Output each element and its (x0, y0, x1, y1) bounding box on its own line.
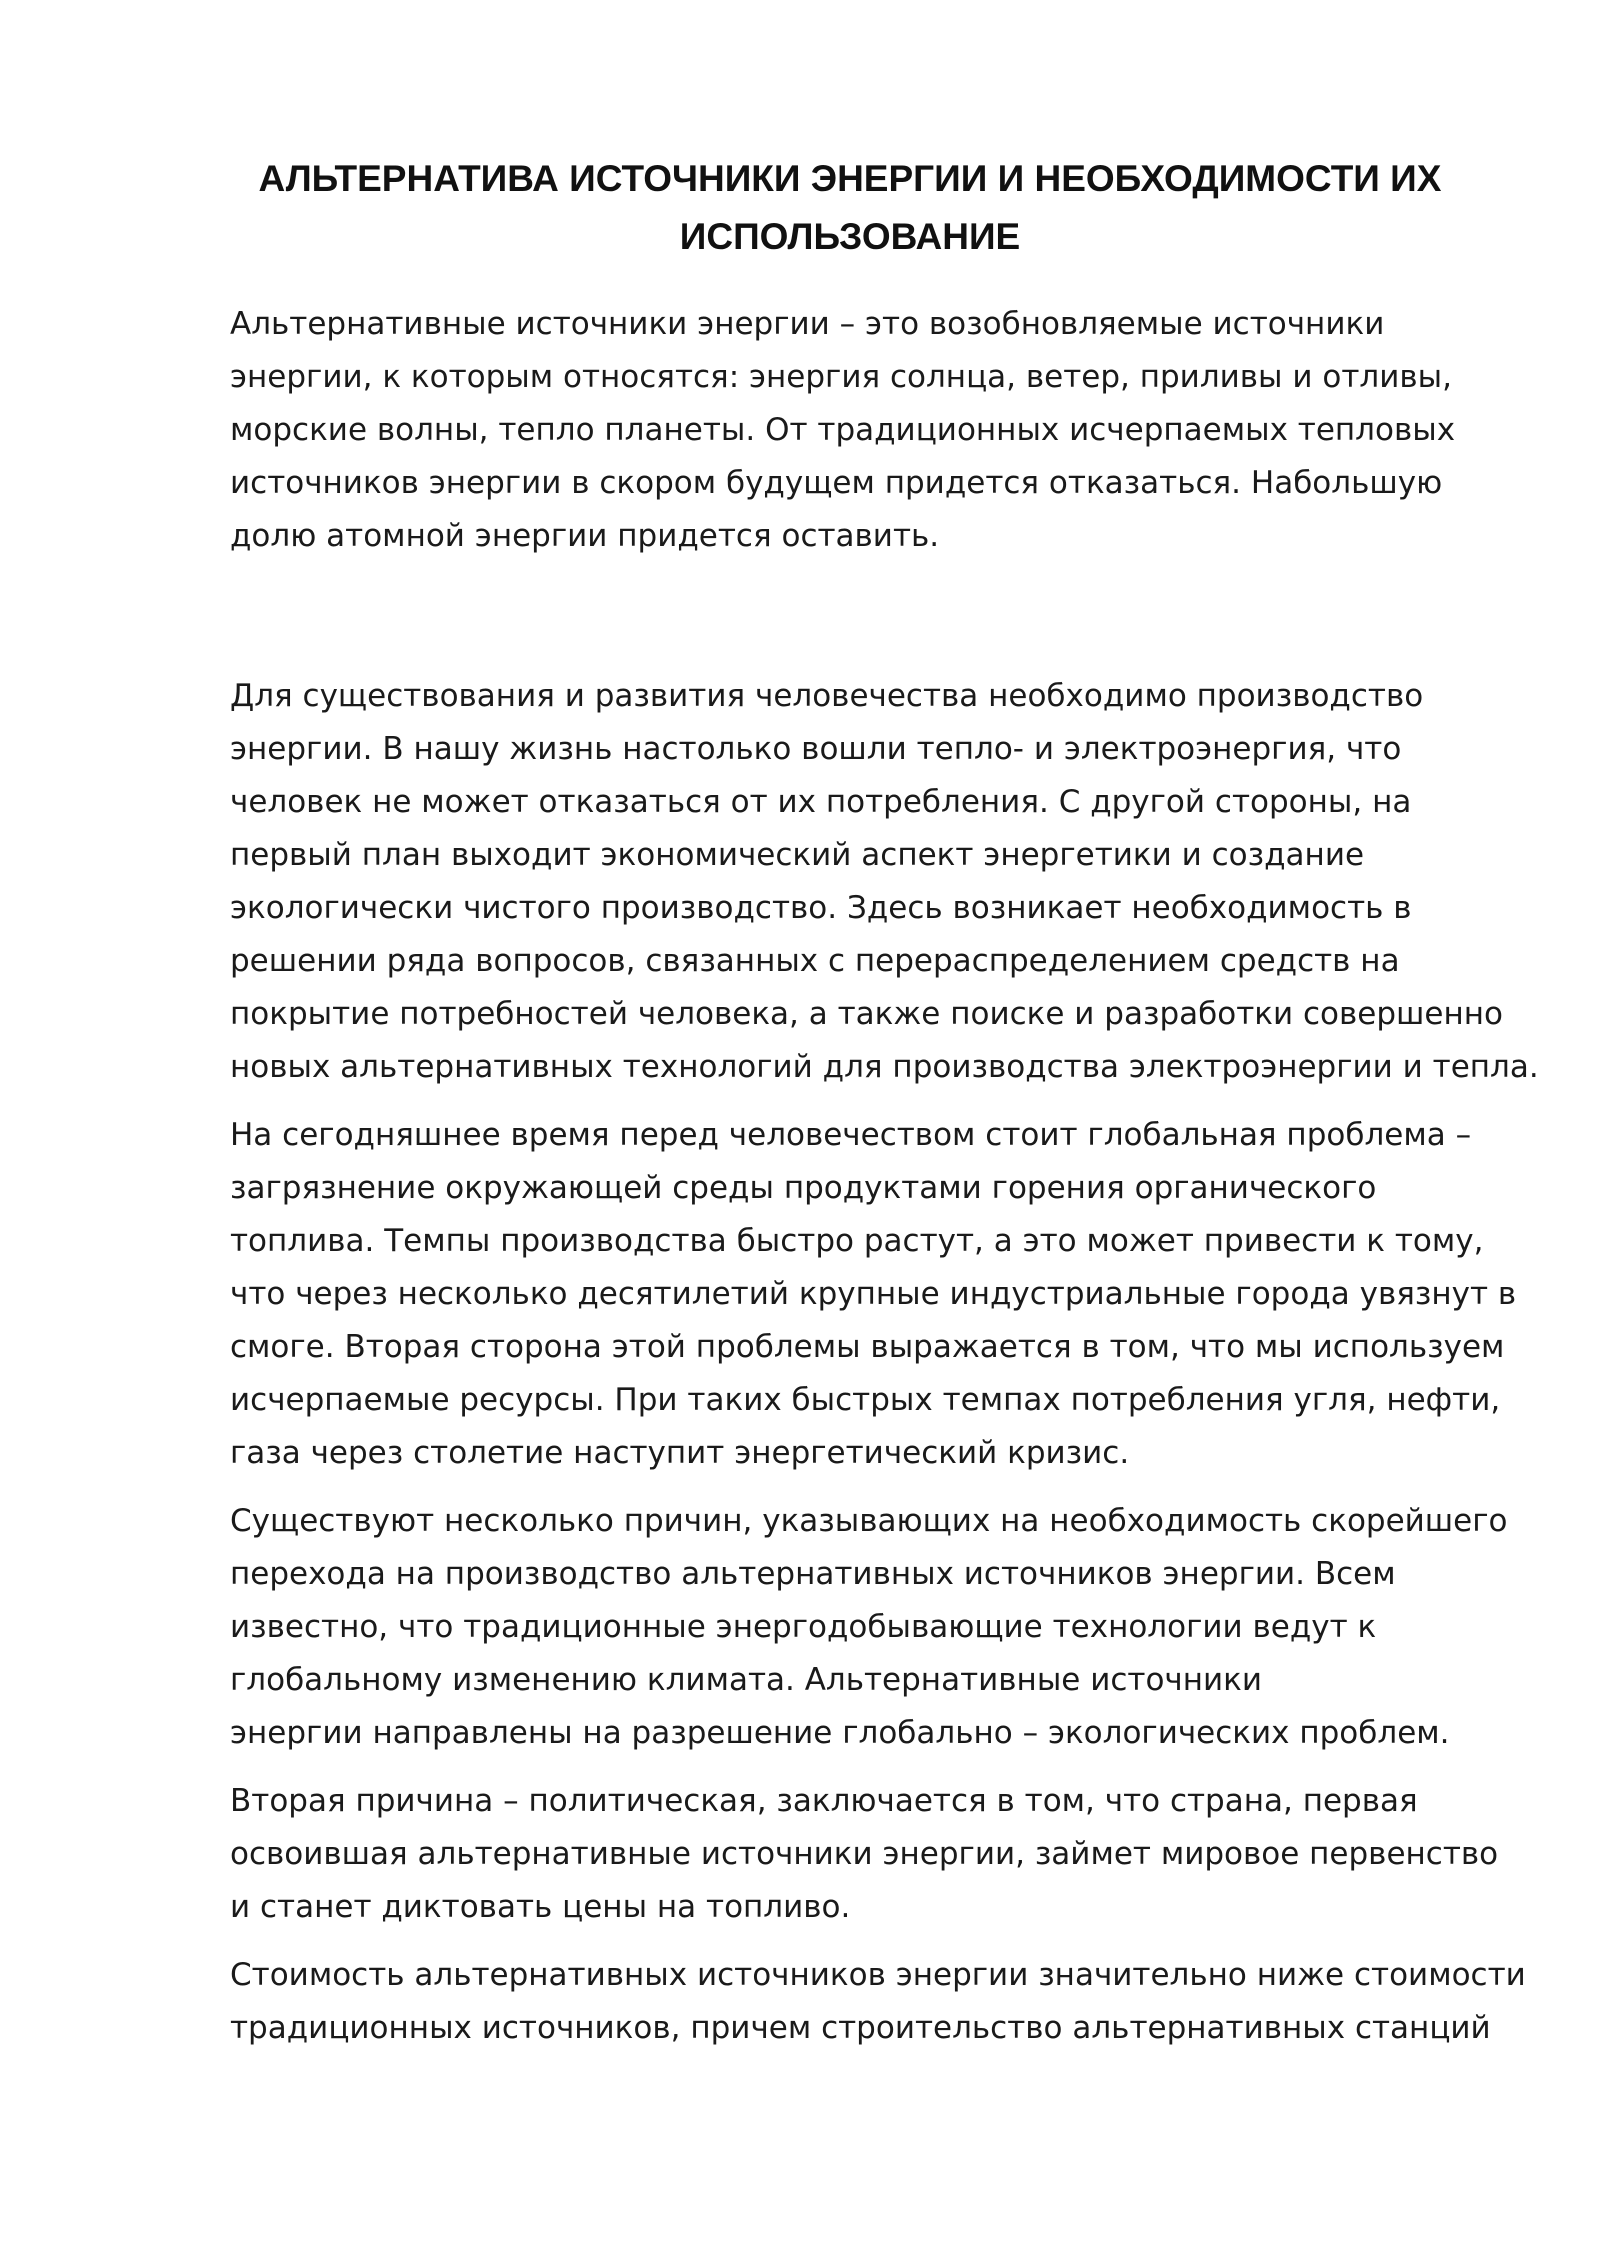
text-line: топлива. Темпы производства быстро растут, а это может привести к тому, (230, 1223, 1484, 1259)
paragraph (230, 1495, 1508, 1760)
text-line: глобальному изменению климата. Альтернативные источники (230, 1662, 1263, 1698)
text-line: исчерпаемые ресурсы. При таких быстрых темпах потребления угля, нефти, (230, 1382, 1501, 1418)
text-line: энергии, к которым относятся: энергия солнца, ветер, приливы и отливы, (230, 359, 1452, 395)
main-section (230, 670, 1539, 2070)
text-line: Для существования и развития человечества необходимо производство (230, 678, 1424, 714)
text-line: Вторая причина – политическая, заключается в том, что страна, первая (230, 1783, 1418, 1819)
title-line: АЛЬТЕРНАТИВА ИСТОЧНИКИ ЭНЕРГИИ И НЕОБХОДИМОСТИ ИХ (258, 158, 1442, 199)
text-line: смоге. Вторая сторона этой проблемы выражается в том, что мы используем (230, 1329, 1505, 1365)
text-line: энергии. В нашу жизнь настолько вошли тепло- и электроэнергия, что (230, 731, 1402, 767)
title-line: ИСПОЛЬЗОВАНИЕ (679, 216, 1021, 257)
text-line: освоившая альтернативные источники энергии, займет мировое первенство (230, 1836, 1499, 1872)
text-line: На сегодняшнее время перед человечеством стоит глобальная проблема – (230, 1117, 1472, 1153)
text-line: экологически чистого производство. Здесь возникает необходимость в (230, 890, 1412, 926)
text-line: Стоимость альтернативных источников энергии значительно ниже стоимости (230, 1957, 1526, 1993)
text-line: известно, что традиционные энергодобывающие технологии ведут к (230, 1609, 1377, 1645)
text-line: перехода на производство альтернативных источников энергии. Всем (230, 1556, 1396, 1592)
text-line: традиционных источников, причем строительство альтернативных станций (230, 2010, 1491, 2046)
text-line: новых альтернативных технологий для производства электроэнергии и тепла. (230, 1049, 1539, 1085)
text-line: энергии направлены на разрешение глобально – экологических проблем. (230, 1715, 1450, 1751)
text-line: морские волны, тепло планеты. От традиционных исчерпаемых тепловых (230, 412, 1456, 448)
text-line: первый план выходит экономический аспект энергетики и создание (230, 837, 1365, 873)
text-line: газа через столетие наступит энергетический кризис. (230, 1435, 1130, 1471)
text-line: что через несколько десятилетий крупные индустриальные города увязнут в (230, 1276, 1517, 1312)
text-line: и станет диктовать цены на топливо. (230, 1889, 851, 1925)
document-title (230, 150, 1470, 266)
text-line: человек не может отказаться от их потребления. С другой стороны, на (230, 784, 1412, 820)
text-line: решении ряда вопросов, связанных с перераспределением средств на (230, 943, 1400, 979)
text-line: покрытие потребностей человека, а также поиске и разработки совершенно (230, 996, 1503, 1032)
paragraph (230, 1775, 1500, 1934)
text-line: источников энергии в скором будущем придется отказаться. Набольшую (230, 465, 1443, 501)
paragraph (230, 1109, 1517, 1480)
text-line: загрязнение окружающей среды продуктами горения органического (230, 1170, 1377, 1206)
paragraph (230, 670, 1539, 1094)
paragraph (230, 1949, 1526, 2055)
intro-section (230, 298, 1500, 578)
paragraph (230, 298, 1500, 563)
text-line: долю атомной энергии придется оставить. (230, 518, 940, 554)
text-line: Альтернативные источники энергии – это возобновляемые источники (230, 306, 1385, 342)
text-line: Существуют несколько причин, указывающих на необходимость скорейшего (230, 1503, 1508, 1539)
